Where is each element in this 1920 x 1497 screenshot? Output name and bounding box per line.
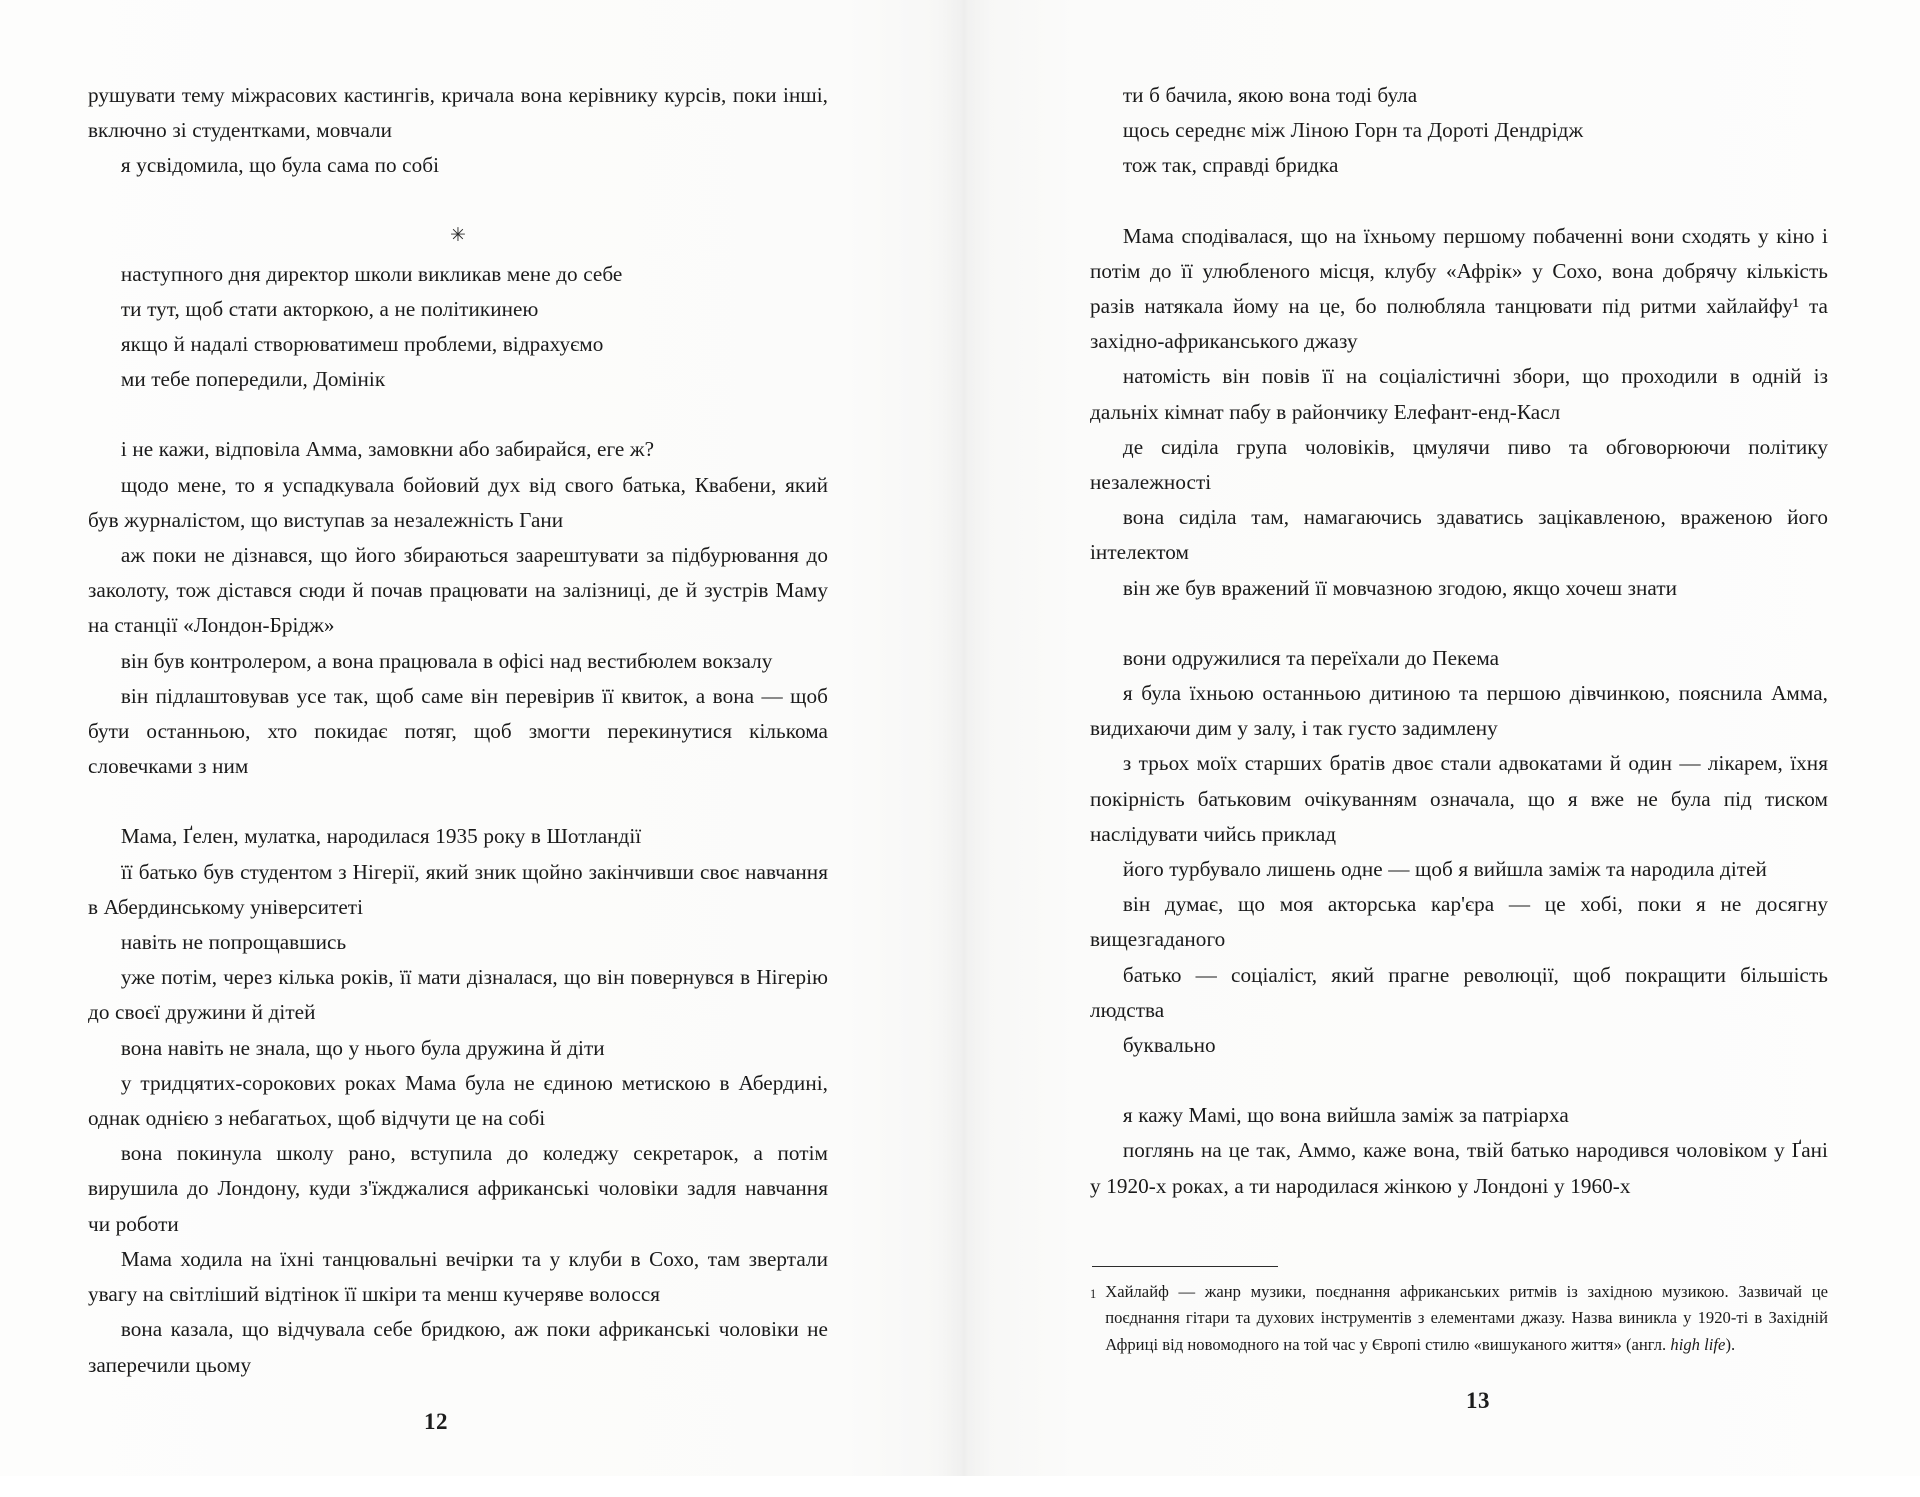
right-page-textblock bbox=[1090, 78, 1828, 1248]
footnote-separator-rule bbox=[1092, 1266, 1278, 1267]
paragraph: він думає, що моя акторська кар'єра — це хобі, поки я не досягну вищезгаданого bbox=[1090, 892, 1828, 952]
paragraph: тож так, справді бридка bbox=[1122, 153, 1339, 178]
paragraph: з трьох моїх старших братів двоє стали адвокатами й один — лікарем, їхня покірність батьковим очікуванням означала, що я вже не була під тиском наслідувати чийсь приклад bbox=[1090, 751, 1828, 846]
footnote-zone bbox=[1090, 1248, 1828, 1362]
paragraph: її батько був студентом з Нігерії, який зник щойно закінчивши своє навчання в Абердинському університеті bbox=[88, 859, 828, 919]
paragraph: я була їхньою останньою дитиною та першою дівчинкою, пояснила Амма, видихаючи дим у залу, і так густо задимлену bbox=[1090, 681, 1828, 741]
footnote-text-lead: Хайлайф — жанр музики, поєднання африканських ритмів із західною музикою. Зазвичай це поєднання гітари та духових інструментів з елементами джазу. Назва виникла у 1920-ті в Західній Африці від новомодного на той час у Європі стилю «вишуканого життя» (англ. bbox=[1105, 1281, 1828, 1354]
paragraph: Мама ходила на їхні танцювальні вечірки та у клуби в Сохо, там звертали увагу на світліший відтінок її шкіри та менш кучеряве волосся bbox=[88, 1246, 828, 1307]
paragraph: вона покинула школу рано, вступила до коледжу секретарок, а потім вирушила до Лондону, куди з'їжджалися африканські чоловіки задля навчання чи роботи bbox=[88, 1141, 828, 1236]
paragraph: навіть не попрощавшись bbox=[120, 930, 347, 955]
paragraph: ти б бачила, якою вона тоді була bbox=[1122, 83, 1418, 107]
paragraph: щодо мене, то я успадкувала бойовий дух від свого батька, Квабени, який був журналістом, що виступав за незалежність Гани bbox=[88, 472, 828, 532]
paragraph: вона казала, що відчувала себе бридкою, аж поки африканські чоловіки не заперечили цьому bbox=[88, 1317, 828, 1377]
paragraph: його турбувало лишень одне — щоб я вийшла заміж та народила дітей bbox=[1122, 857, 1767, 882]
right-page bbox=[960, 0, 1920, 1476]
footnote-text bbox=[1105, 1279, 1828, 1358]
paragraph: натомість він повів її на соціалістичні збори, що проходили в одній із дальніх кімнат пабу в райончику Елефант-енд-Касл bbox=[1090, 364, 1828, 424]
paragraph: вона навіть не знала, що у нього була дружина й діти bbox=[120, 1035, 605, 1060]
paragraph: буквально bbox=[1122, 1033, 1216, 1058]
paragraph: він же був вражений її мовчазною згодою, якщо хочеш знати bbox=[1122, 575, 1678, 600]
section-break-dinkus: ✳ bbox=[450, 224, 466, 246]
paragraph: рушувати тему міжрасових кастингів, кричала вона керівнику курсів, поки інші, включно зі студентками, мовчали bbox=[88, 83, 828, 143]
paragraph: якщо й надалі створюватимеш проблеми, відрахуємо bbox=[120, 332, 604, 357]
paragraph: вони одружилися та переїхали до Пекема bbox=[1122, 645, 1500, 670]
paragraph: уже потім, через кілька років, її мати дізналася, що він повернувся в Нігерію до своєї дружини й дітей bbox=[88, 965, 828, 1025]
paragraph: я кажу Мамі, що вона вийшла заміж за патріарха bbox=[1122, 1103, 1569, 1128]
footnote-text-tail: ). bbox=[1725, 1334, 1736, 1354]
paragraph-gap bbox=[88, 184, 828, 219]
paragraph: поглянь на це так, Аммо, каже вона, твій батько народився чоловіком у Ґані у 1920-х роках, а ти народилася жінкою у Лондоні у 1960-х bbox=[1090, 1138, 1828, 1198]
paragraph: я усвідомила, що була сама по собі bbox=[120, 153, 440, 178]
left-page bbox=[0, 0, 960, 1476]
page-number-left: 12 bbox=[424, 1408, 448, 1434]
footnote-number: 1 bbox=[1090, 1286, 1097, 1301]
paragraph-gap bbox=[88, 397, 828, 432]
paragraph: аж поки не дізнався, що його збираються заарештувати за підбурювання до заколоту, тож дістався сюди й почав працювати на залізниці, де й зустрів Маму на станції «Лондон-Брідж» bbox=[88, 543, 828, 638]
paragraph-with-footnote-ref: Мама сподівалася, що на їхньому першому побаченні вони сходять у кіно і потім до її улюбленого місця, клубу «Афрік» у Сохо, вона добрячу кількість разів натякала йому на це, бо полюбляла танцювати під ритми хайлайфу¹ та західно-африканського джазу bbox=[1090, 223, 1828, 354]
paragraph: вона сиділа там, намагаючись здаватись зацікавленою, враженою його інтелектом bbox=[1090, 505, 1828, 565]
paragraph: він підлаштовував усе так, щоб саме він перевірив її квиток, а вона — щоб бути останньою, хто покидає потяг, щоб змогти перекинутися кількома словечками з ним bbox=[88, 683, 828, 779]
footnote bbox=[1090, 1279, 1828, 1358]
paragraph-gap bbox=[1090, 606, 1828, 641]
paragraph: він був контролером, а вона працювала в офісі над вестибюлем вокзалу bbox=[120, 648, 773, 673]
paragraph: Мама, Ґелен, мулатка, народилася 1935 року в Шотландії bbox=[120, 824, 642, 849]
paragraph-gap bbox=[88, 784, 828, 819]
paragraph: ти тут, щоб стати акторкою, а не політикинею bbox=[120, 296, 539, 321]
paragraph: де сиділа група чоловіків, цмулячи пиво та обговорюючи політику незалежності bbox=[1090, 434, 1828, 495]
paragraph: батько — соціаліст, який прагне революції, щоб покращити більшість людства bbox=[1090, 962, 1828, 1022]
paragraph: і не кажи, відповіла Амма, замовкни або забирайся, еге ж? bbox=[120, 437, 655, 462]
paragraph: щось середнє між Ліною Горн та Дороті Дендрідж bbox=[1122, 118, 1584, 143]
paragraph: у тридцятих-сорокових роках Мама була не єдиною метискою в Абердині, однак однією з небагатьох, щоб відчути це на собі bbox=[88, 1070, 828, 1131]
paragraph: ми тебе попередили, Домінік bbox=[120, 367, 386, 392]
paragraph: наступного дня директор школи викликав мене до себе bbox=[120, 261, 623, 286]
left-page-textblock bbox=[88, 78, 828, 1383]
page-number-right: 13 bbox=[1466, 1388, 1490, 1413]
footnote-italic-term: high life bbox=[1670, 1334, 1726, 1354]
paragraph-gap bbox=[1090, 1063, 1828, 1098]
paragraph-gap bbox=[1090, 184, 1828, 219]
